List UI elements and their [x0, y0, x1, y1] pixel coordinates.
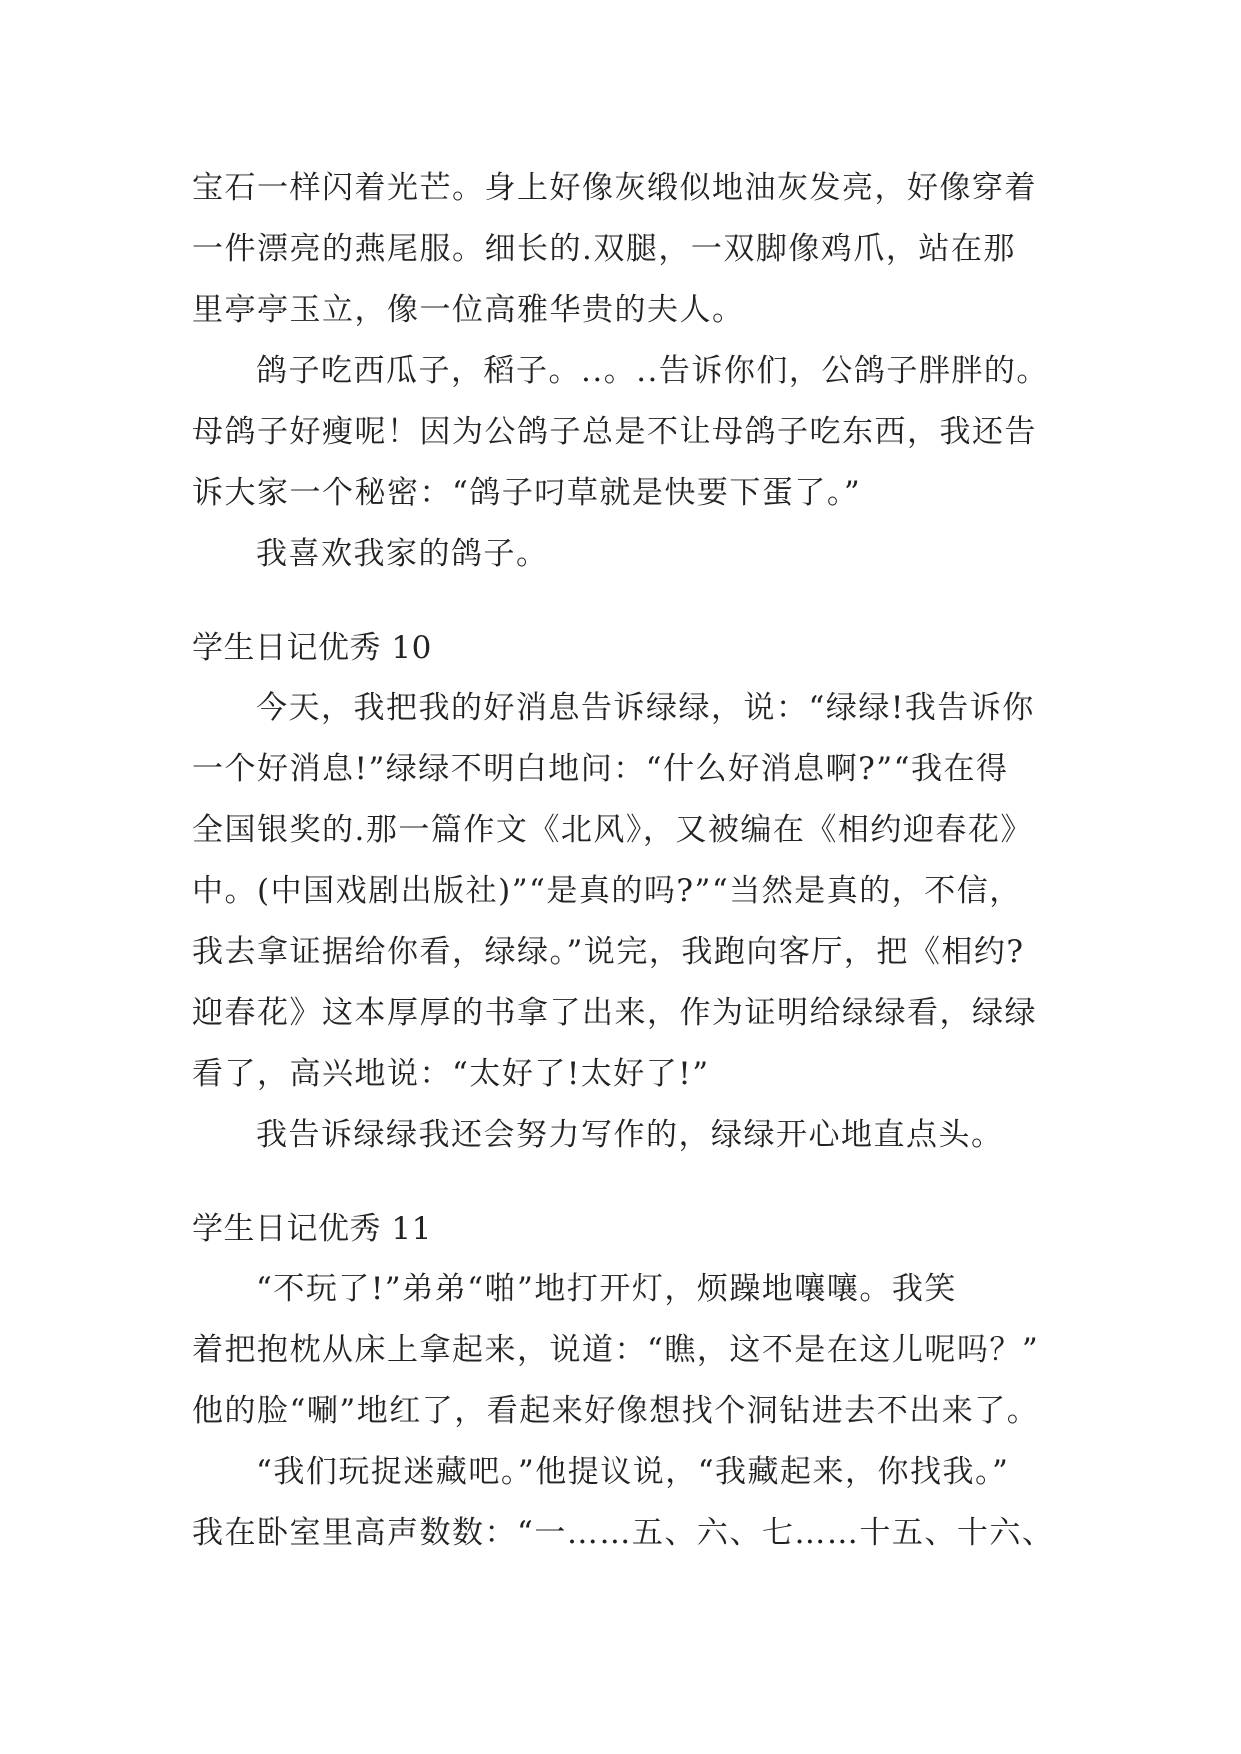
paragraph-line: 我喜欢我家的鸽子。	[256, 536, 549, 572]
paragraph-line: 着把抱枕从床上拿起来，说道：“瞧，这不是在这儿呢吗？”	[192, 1332, 1040, 1368]
paragraph-line: 里亭亭玉立，像一位高雅华贵的夫人。	[192, 292, 745, 328]
section-heading: 学生日记优秀 11	[192, 1211, 432, 1247]
paragraph-line: 今天，我把我的好消息告诉绿绿，说：“绿绿!我告诉你	[256, 690, 1035, 726]
paragraph-line: 我在卧室里高声数数：“一……五、六、七……十五、十六、	[192, 1515, 1055, 1551]
paragraph-line: 我告诉绿绿我还会努力写作的，绿绿开心地直点头。	[256, 1117, 1004, 1153]
paragraph-line: 一个好消息!”绿绿不明白地问：“什么好消息啊?”“我在得	[192, 751, 1009, 787]
paragraph-line: 诉大家一个秘密：“鸽子叼草就是快要下蛋了。”	[192, 475, 862, 511]
paragraph-line: 他的脸“唰”地红了，看起来好像想找个洞钻进去不出来了。	[192, 1393, 1040, 1429]
paragraph-line: “我们玩捉迷藏吧。”他提议说，“我藏起来，你找我。”	[256, 1454, 1010, 1490]
paragraph-line: 我去拿证据给你看，绿绿。”说完，我跑向客厅，把《相约?	[192, 934, 1025, 970]
paragraph-line: 一件漂亮的燕尾服。细长的.双腿，一双脚像鸡爪，站在那	[192, 231, 1016, 267]
paragraph-line: 看了，高兴地说：“太好了!太好了!”	[192, 1056, 710, 1092]
paragraph-line: 鸽子吃西瓜子，稻子。..。..告诉你们，公鸽子胖胖的。	[256, 353, 1049, 389]
paragraph-line: 全国银奖的.那一篇作文《北风》，又被编在《相约迎春花》	[192, 812, 1033, 848]
paragraph-line: “不玩了!”弟弟“啪”地打开灯，烦躁地嚷嚷。我笑	[256, 1271, 957, 1307]
paragraph-line: 迎春花》这本厚厚的书拿了出来，作为证明给绿绿看，绿绿	[192, 995, 1037, 1031]
paragraph-line: 中。(中国戏剧出版社)”“是真的吗?”“当然是真的，不信，	[192, 873, 1022, 909]
paragraph-line: 母鸽子好瘦呢！因为公鸽子总是不让母鸽子吃东西，我还告	[192, 414, 1037, 450]
section-heading: 学生日记优秀 10	[192, 630, 432, 666]
paragraph-line: 宝石一样闪着光芒。身上好像灰缎似地油灰发亮，好像穿着	[192, 170, 1037, 206]
